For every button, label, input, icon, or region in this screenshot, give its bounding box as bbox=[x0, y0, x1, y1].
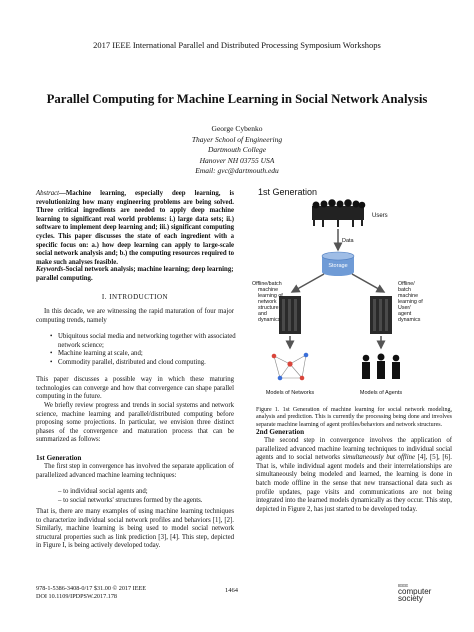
author-email: Email: gvc@dartmouth.edu bbox=[195, 166, 279, 176]
footer-isbn: 978-1-5386-3408-0/17 $31.00 © 2017 IEEE bbox=[36, 585, 147, 592]
network-graph-icon bbox=[272, 353, 309, 381]
figure-1st-generation bbox=[252, 184, 456, 402]
affiliation-address: Hanover NH 03755 USA bbox=[199, 155, 275, 165]
keywords-text: Social network analysis; machine learning; deep learning; parallel computing. bbox=[36, 266, 234, 282]
list-item: – to social networks' structures formed by the agents. bbox=[58, 496, 203, 504]
gen1-paragraph-1: The first step in convergence has involved the separate application of parallelized advanced machine learning techniques: bbox=[36, 463, 234, 479]
data-label: Data bbox=[342, 238, 354, 244]
computer-society-logo bbox=[398, 583, 446, 607]
left-server-rack-icon bbox=[279, 296, 301, 334]
footer-doi: DOI 10.1109/IPDPSW.2017.178 bbox=[36, 593, 118, 600]
author-name: George Cybenko bbox=[211, 124, 263, 133]
users-crowd-icon bbox=[312, 199, 365, 227]
list-item: • Commodity parallel, distributed and cloud computing. bbox=[58, 359, 256, 368]
paper-title: Parallel Computing for Machine Learning in Social Network Analysis bbox=[46, 92, 428, 106]
gen2-emphasis: simultaneously but offline bbox=[342, 454, 416, 462]
gen2-heading: 2nd Generation bbox=[256, 428, 305, 436]
right-process-label: Offline/ batch machine learning of User/ agent dynamics bbox=[398, 281, 423, 323]
gen1-paragraph-2: That is, there are many examples of using machine learning techniques to characterize individual social network profiles and behaviors [1], [2]. Similarly, machine learning is being used to model social network structural properties such as link prediction [3], [4]. This step, depicted in Figure I, is being actively developed today. bbox=[36, 508, 234, 550]
abstract bbox=[36, 190, 234, 267]
section-heading-introduction: I. INTRODUCTION bbox=[101, 293, 169, 301]
logo-ieee-text: IEEE bbox=[398, 583, 409, 588]
page-number: 1464 bbox=[225, 587, 238, 594]
users-label: Users bbox=[372, 213, 388, 219]
gen1-heading: 1st Generation bbox=[36, 454, 82, 462]
figure-caption: Figure 1. 1st Generation of machine learning for social network modeling, analysis and prediction. This is currently the processing being done and involves separate machine learning of agent profiles/behaviors and network structures. bbox=[256, 407, 452, 428]
agent-figures-icon bbox=[362, 354, 400, 380]
storage-label: Storage bbox=[328, 263, 348, 269]
models-of-agents-label: Models of Agents bbox=[359, 390, 403, 396]
abstract-lead: Abstract bbox=[36, 190, 60, 197]
models-of-networks-label: Models of Networks bbox=[265, 390, 315, 396]
conference-header: 2017 IEEE International Parallel and Distributed Processing Symposium Workshops bbox=[93, 40, 381, 50]
intro-paragraph-3: We briefly review progress and trends in social systems and network science, machine learning and parallel/distributed computing before proposing some projections. In particular, we envision three distinct phases of the convergence and maturation process that can be summarized as follows: bbox=[36, 402, 234, 444]
list-item: • Ubiquitous social media and networking together with associated network science; bbox=[58, 333, 256, 350]
footer-publication-info bbox=[36, 585, 146, 601]
logo-main-text: computer society bbox=[398, 587, 432, 603]
affiliation-college: Dartmouth College bbox=[207, 145, 267, 155]
figure-title: 1st Generation bbox=[258, 187, 318, 197]
keywords bbox=[36, 266, 234, 283]
affiliation-school: Thayer School of Engineering bbox=[191, 134, 283, 144]
gen2-paragraph: The second step in convergence involves the application of parallelized advanced machine learning techniques to individual social agents and to social networks simultaneously but offline [4], [5], [6]. That is, while individual agent models and their interrelationships are simultaneously being modeled and learned, the learning is done in batch mode offline in the sense that new transactional data such as profile updates, page visits and communications are not being integrated into the learned models dynamically as they occur. This step, depicted in Figure 2, has just started to be developed today. bbox=[256, 437, 453, 513]
intro-paragraph-2: This paper discusses a possible way in which these maturing technologies can converge and how that convergence can shape parallel computing in the future. bbox=[36, 376, 234, 401]
right-server-rack-icon bbox=[370, 296, 392, 334]
keywords-lead: Keywords- bbox=[36, 266, 66, 273]
left-process-label: Offline/batch machine learning of network structure and dynamics bbox=[252, 281, 283, 323]
intro-paragraph-1: In this decade, we are witnessing the rapid maturation of four major computing trends, namely bbox=[36, 308, 234, 324]
abstract-text: —Machine learning, especially deep learning, is revolutionizing how many engineering problems are being solved. Three critical ingredients are needed to apply deep machine learning to significant real world problems: i.) large data sets; ii.) software to implement deep learning and; iii.) significant computing cycles. This paper discusses the state of each ingredient with a specific focus on: a.) how deep learning can apply to large-scale social network analysis and; b.) the computing resources required to make such analyses feasible. bbox=[36, 190, 234, 266]
list-item: • Machine learning at scale, and; bbox=[58, 350, 256, 359]
author-block bbox=[0, 124, 474, 177]
intro-bullet-list bbox=[36, 333, 256, 367]
gen1-sub-list bbox=[36, 488, 256, 505]
list-item: – to individual social agents and; bbox=[58, 488, 148, 495]
